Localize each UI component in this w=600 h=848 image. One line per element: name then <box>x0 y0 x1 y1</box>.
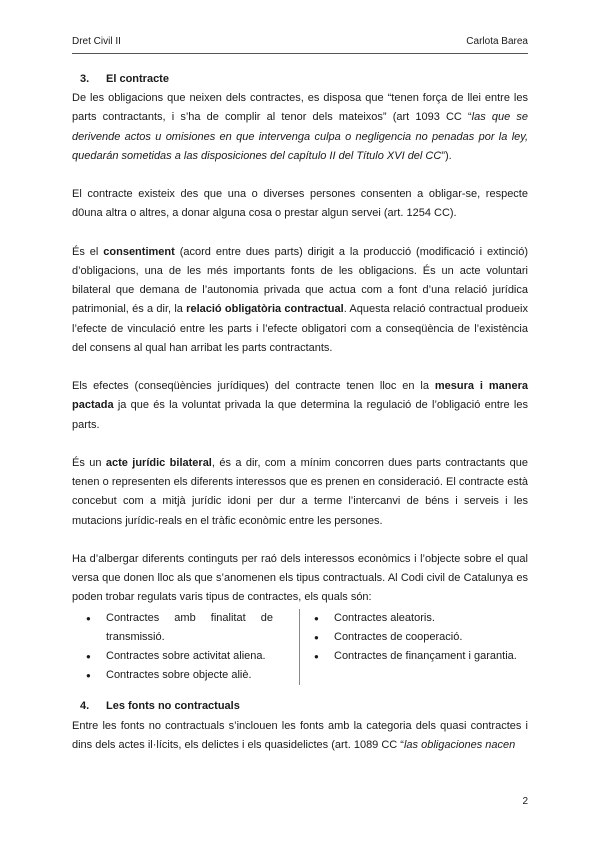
list-item: ● Contractes de finançament i garantia. <box>314 647 520 666</box>
text-run: De les obligacions que neixen dels contractes, es disposa que “tenen força de llei entre les parts contractants, i s’ha de complir al tenor dels mateixos” (art 1093 CC “ <box>72 92 528 124</box>
list-item: ● Contractes aleatoris. <box>314 609 520 628</box>
section-3-paragraph-6: Ha d’albergar diferents continguts per raó dels interessos econòmics i l’objecte sobre el qual versa que donen lloc als que s’anomenen els tipus contractuals. Al Codi civil de Catalunya es poden trobar regulats varis tipus de contractes, els quals són: <box>72 553 528 604</box>
section-3-paragraph-5 <box>72 454 528 531</box>
text-run: Els efectes (conseqüències jurídiques) del contracte tenen lloc en la <box>72 380 435 393</box>
list-item: ● Contractes de cooperació. <box>314 628 520 647</box>
section-3-paragraph-1 <box>72 89 528 166</box>
section-3-paragraph-2: El contracte existeix des que una o diverses persones consenten a obligar-se, respecte d0una altra o altres, a donar alguna cosa o prestar algun servei (art. 1254 CC). <box>72 188 528 220</box>
section-3-heading <box>72 70 528 89</box>
text-run: (acord entre dues parts) dirigit a la producció (modificació i extinció) d’obligacions, una de les més importants fonts de les obligacions. És un acte voluntari bilateral que demana de l’autonomia privada que actua com a font d’una relació jurídica patrimonial, és a dir, la <box>72 245 528 316</box>
section-3-title: El contracte <box>106 73 169 85</box>
header-course: Dret Civil II <box>72 36 121 47</box>
bold-term: relació obligatòria contractual <box>186 303 344 316</box>
bold-term: mesura i manera pactada <box>72 380 529 412</box>
section-4-heading <box>72 697 528 716</box>
text-run: És un <box>72 457 106 469</box>
page-number: 2 <box>522 796 528 807</box>
bold-term: acte jurídic bilateral <box>105 457 212 469</box>
text-run: Entre les fonts no contractuals s’inclouen les fonts amb la categoria dels quasi contractes i dins dels actes il·lícits, els delictes i els quasidelictes (art. 1089 CC “ <box>72 719 528 751</box>
list-item: ● Contractes sobre objecte aliè. <box>86 666 273 685</box>
text-run: ”). <box>441 149 452 162</box>
contract-types-list <box>72 609 528 686</box>
section-3-paragraph-4 <box>72 377 528 435</box>
list-item: ● Contractes amb finalitat de transmissió. <box>86 609 273 647</box>
section-3-paragraph-3 <box>72 243 528 358</box>
header-divider <box>72 53 528 54</box>
header-author: Carlota Barea <box>466 36 528 47</box>
quoted-law-text: las que se derivende actos u omisiones en que intervenga culpa o negligencia no penadas por la ley, quedarán sometidas a las disposiciones del capítulo II del Título XVI del CC <box>72 111 528 162</box>
list-item: ● Contractes sobre activitat aliena. <box>86 647 273 666</box>
section-4-number: 4. <box>80 700 90 713</box>
text-run: , és a dir, com a mínim concorren dues parts contractants que tenen o representen els diferents interessos que es prenen en consideració. El contracte està concebut com a mitjà jurídic idoni per dur a terme l’intercanvi de béns i serveis i les mutacions jurídic-reals en el tràfic econòmic entre les persones. <box>72 457 529 527</box>
text-run: ja que és la voluntat privada la que determina la regulació de l’obligació entre les parts. <box>72 399 528 431</box>
contract-types-left-column <box>72 609 300 686</box>
section-4-paragraph-1 <box>72 717 528 755</box>
page-body <box>72 70 528 755</box>
text-run: . Aquesta relació contractual produeix l’efecte de vinculació entre les parts i l’efecte obligatori com a conseqüència de l’existència del consens al qual han arribat les parts contractants. <box>72 303 528 354</box>
quoted-law-text: las obligaciones nacen <box>403 738 516 751</box>
section-3-number: 3. <box>80 73 90 85</box>
bold-term: consentiment <box>103 245 175 258</box>
text-run: És el <box>72 245 104 258</box>
contract-types-right-column <box>300 609 528 686</box>
section-4-title: Les fonts no contractuals <box>106 700 240 713</box>
